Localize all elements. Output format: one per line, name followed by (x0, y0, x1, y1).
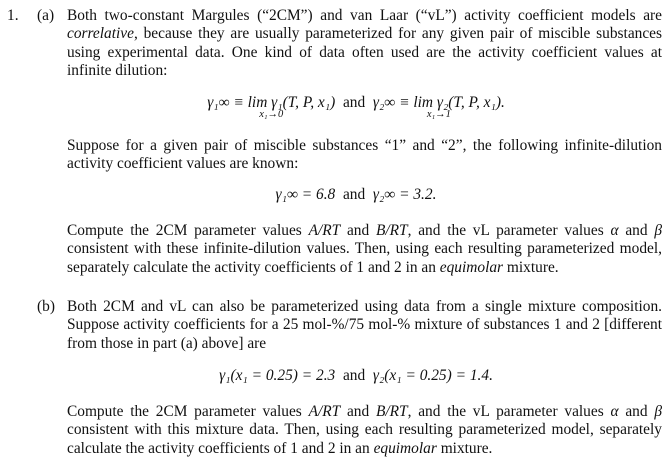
part-b-task-text3: and (618, 403, 655, 420)
part-b-task-art: A/RT (308, 403, 341, 420)
eq2-gamma1: γ₁∞ = 6.8 (275, 186, 336, 203)
part-a-label: (a) (37, 7, 55, 24)
part-b-task-text5: mixture. (436, 439, 493, 457)
part-a-task (67, 222, 662, 277)
part-b-task-emphasis: equimolar (373, 439, 437, 457)
eq3-gamma1: γ₁(x₁ = 0.25) = 2.3 (219, 367, 336, 384)
limit-gamma1 (207, 94, 336, 120)
part-a-intro (67, 7, 662, 81)
part-a-task-art: A/RT (308, 222, 341, 239)
eq1-limit2: x₁→1 (426, 109, 451, 120)
part-a-task-beta: β (654, 222, 662, 239)
part-b-intro: Both 2CM and vL can also be parameterized using data from a single mixture composition. Suppose activity coefficients for a 25 mol-%/75 mol-% mixture of substances 1 and 2 [different from those in part (a) above] are (67, 298, 662, 352)
part-a-intro-text2: , because they are usually parameterized for any given pair of miscible substances using experimental data. One kind of data often used are the activity coefficient values at infinite dilution: (67, 25, 662, 80)
limit-gamma2 (372, 94, 505, 120)
eq1-lhs2: γ₂∞ ≡ lim γ₂(T, P, x₁). (372, 94, 505, 111)
eq3-connector: and (342, 367, 366, 384)
equation-mixture-activity-coefficients (40, 367, 672, 385)
equation-infinite-dilution-definitions (40, 94, 672, 120)
part-b-task-and: and (340, 403, 376, 420)
part-b-task-text4: consistent with this mixture data. Then, using each resulting parameterized model, separately calculate the activity coefficients of 1 and 2 in an (67, 421, 662, 457)
part-a-task-text3: and (618, 222, 655, 239)
part-b-task-text1: Compute the 2CM parameter values (67, 403, 309, 420)
part-b-task (67, 403, 662, 458)
part-a-given-text: Suppose for a given pair of miscible substances “1” and “2”, the following infinite-dilution activity coefficient values are known: (67, 137, 662, 173)
part-b-task-brt: B/RT (375, 403, 408, 420)
part-a-task-text4: consistent with these infinite-dilution values. Then, using each resulting parameterized model, separately calculate the activity coefficients of 1 and 2 in an (67, 240, 662, 276)
part-a-intro-text1: Both two-constant Margules (“2CM”) and van Laar (“vL”) activity coefficient models are (67, 7, 662, 24)
part-b-task-text2: , and the vL parameter values (407, 403, 611, 420)
part-a-task-brt: B/RT (375, 222, 408, 239)
part-b-label: (b) (37, 298, 55, 315)
part-a-task-emphasis: equimolar (439, 258, 504, 276)
eq2-connector: and (342, 186, 366, 203)
part-b-task-alpha: α (610, 403, 619, 420)
problem-number: 1. (7, 7, 19, 24)
part-a-task-alpha: α (610, 222, 619, 239)
eq1-limit1: x₁→0 (259, 109, 284, 120)
part-a-task-text1: Compute the 2CM parameter values (67, 222, 309, 239)
part-a-task-text5: mixture. (503, 258, 559, 276)
eq2-gamma2: γ₂∞ = 3.2. (372, 186, 437, 203)
eq1-lhs1: γ₁∞ ≡ lim γ₁(T, P, x₁) (207, 94, 336, 111)
eq3-gamma2: γ₂(x₁ = 0.25) = 1.4. (372, 367, 493, 384)
eq1-connector: and (342, 94, 366, 111)
part-a-intro-emphasis: correlative (67, 25, 134, 43)
equation-given-infinite-dilution-values (40, 186, 672, 204)
part-b-task-beta: β (654, 403, 662, 420)
part-a-task-text2: , and the vL parameter values (407, 222, 611, 239)
part-a-task-and: and (340, 222, 376, 239)
